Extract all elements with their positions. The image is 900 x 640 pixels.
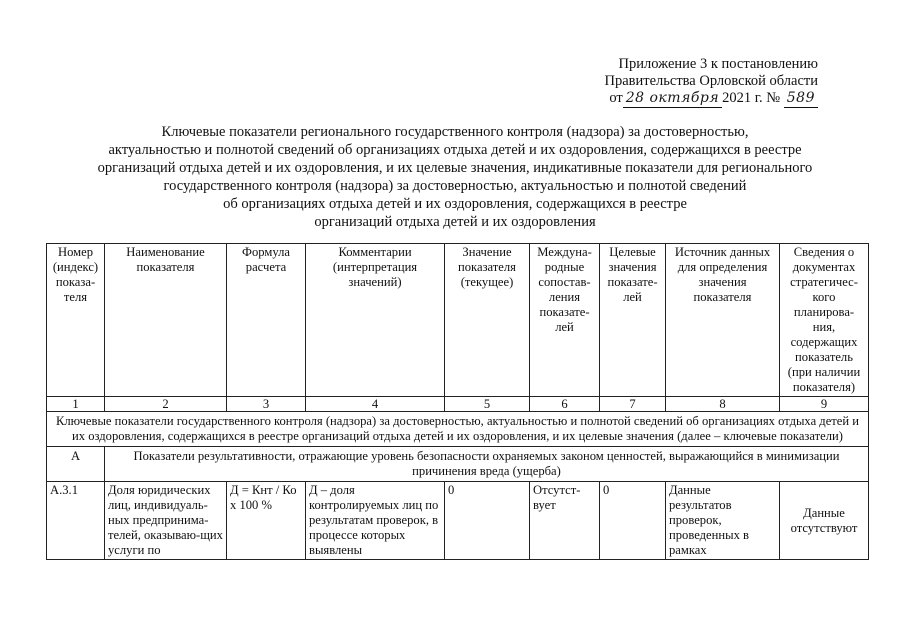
header-cell: Наименование показателя <box>105 244 227 397</box>
appendix-line-2: Правительства Орловской области <box>604 73 818 89</box>
handwritten-date: 28 октября <box>623 90 722 108</box>
header-cell: Источник данных для определения значения показателя <box>666 244 780 397</box>
column-number: 7 <box>600 397 666 412</box>
section-row <box>47 412 869 447</box>
column-number: 6 <box>530 397 600 412</box>
appendix-line-1: Приложение 3 к постановлению <box>618 56 818 72</box>
title-line: государственного контроля (надзора) за достоверностью, актуальностью и полнотой сведений <box>163 178 747 194</box>
date-prefix: от <box>609 90 623 106</box>
header-cell: Междуна-родные сопостав-ления показате-лей <box>530 244 600 397</box>
appendix-header <box>605 56 819 108</box>
header-cell: Номер (индекс) показа-теля <box>47 244 105 397</box>
title-line: организаций отдыха детей и их оздоровления <box>314 214 596 230</box>
column-number: 3 <box>227 397 306 412</box>
section-title: Ключевые показатели государственного контроля (надзора) за достоверностью, актуальностью и полнотой сведений об организациях отдыха детей и их оздоровления, содержащихся в реестре организаций отдыха детей и их оздоровления, и их целевые значения (далее – ключевые показатели) <box>47 412 869 447</box>
column-number: 4 <box>306 397 445 412</box>
table-row <box>47 482 869 560</box>
indicator-formula: Д = Кнт / Ко х 100 % <box>227 482 306 560</box>
indicator-code: А.3.1 <box>47 482 105 560</box>
indicator-comment: Д – доля контролируемых лиц по результатам проверок, в процессе которых выявлены <box>306 482 445 560</box>
title-line: Ключевые показатели регионального государственного контроля (надзора) за достоверностью, <box>161 124 749 140</box>
indicator-intl: Отсутст-вует <box>530 482 600 560</box>
group-row <box>47 447 869 482</box>
column-number: 9 <box>780 397 869 412</box>
group-title: Показатели результативности, отражающие уровень безопасности охраняемых законом ценностей, выражающийся в минимизации причинения вреда (ущерба) <box>105 447 869 482</box>
column-number: 2 <box>105 397 227 412</box>
title-line: актуальностью и полнотой сведений об организациях отдыха детей и их оздоровления, содержащихся в реестре <box>108 142 802 158</box>
header-cell: Целевые значения показате-лей <box>600 244 666 397</box>
date-suffix: 2021 г. № <box>722 90 781 106</box>
appendix-date-line <box>605 90 819 108</box>
header-cell: Значение показателя (текущее) <box>445 244 530 397</box>
header-row <box>47 244 869 397</box>
title-line: организаций отдыха детей и их оздоровления, и их целевые значения, индикативные показатели для регионального <box>97 160 813 176</box>
indicator-target: 0 <box>600 482 666 560</box>
column-number-row <box>47 397 869 412</box>
column-number: 1 <box>47 397 105 412</box>
document-title <box>40 123 870 231</box>
indicator-name: Доля юридических лиц, индивидуаль-ных предпринима-телей, оказываю-щих услуги по <box>105 482 227 560</box>
indicator-value: 0 <box>445 482 530 560</box>
handwritten-number: 589 <box>784 90 818 108</box>
header-cell: Сведения о документах стратегичес-кого планирова-ния, содержащих показатель (при наличии показателя) <box>780 244 869 397</box>
header-cell: Формула расчета <box>227 244 306 397</box>
title-line: об организациях отдыха детей и их оздоровления, содержащихся в реестре <box>223 196 687 212</box>
indicator-docs: Данные отсутствуют <box>780 482 869 560</box>
column-number: 5 <box>445 397 530 412</box>
group-code: А <box>47 447 105 482</box>
column-number: 8 <box>666 397 780 412</box>
indicator-source: Данные результатов проверок, проведенных в рамках <box>666 482 780 560</box>
header-cell: Комментарии (интерпретация значений) <box>306 244 445 397</box>
indicators-table <box>46 243 869 560</box>
